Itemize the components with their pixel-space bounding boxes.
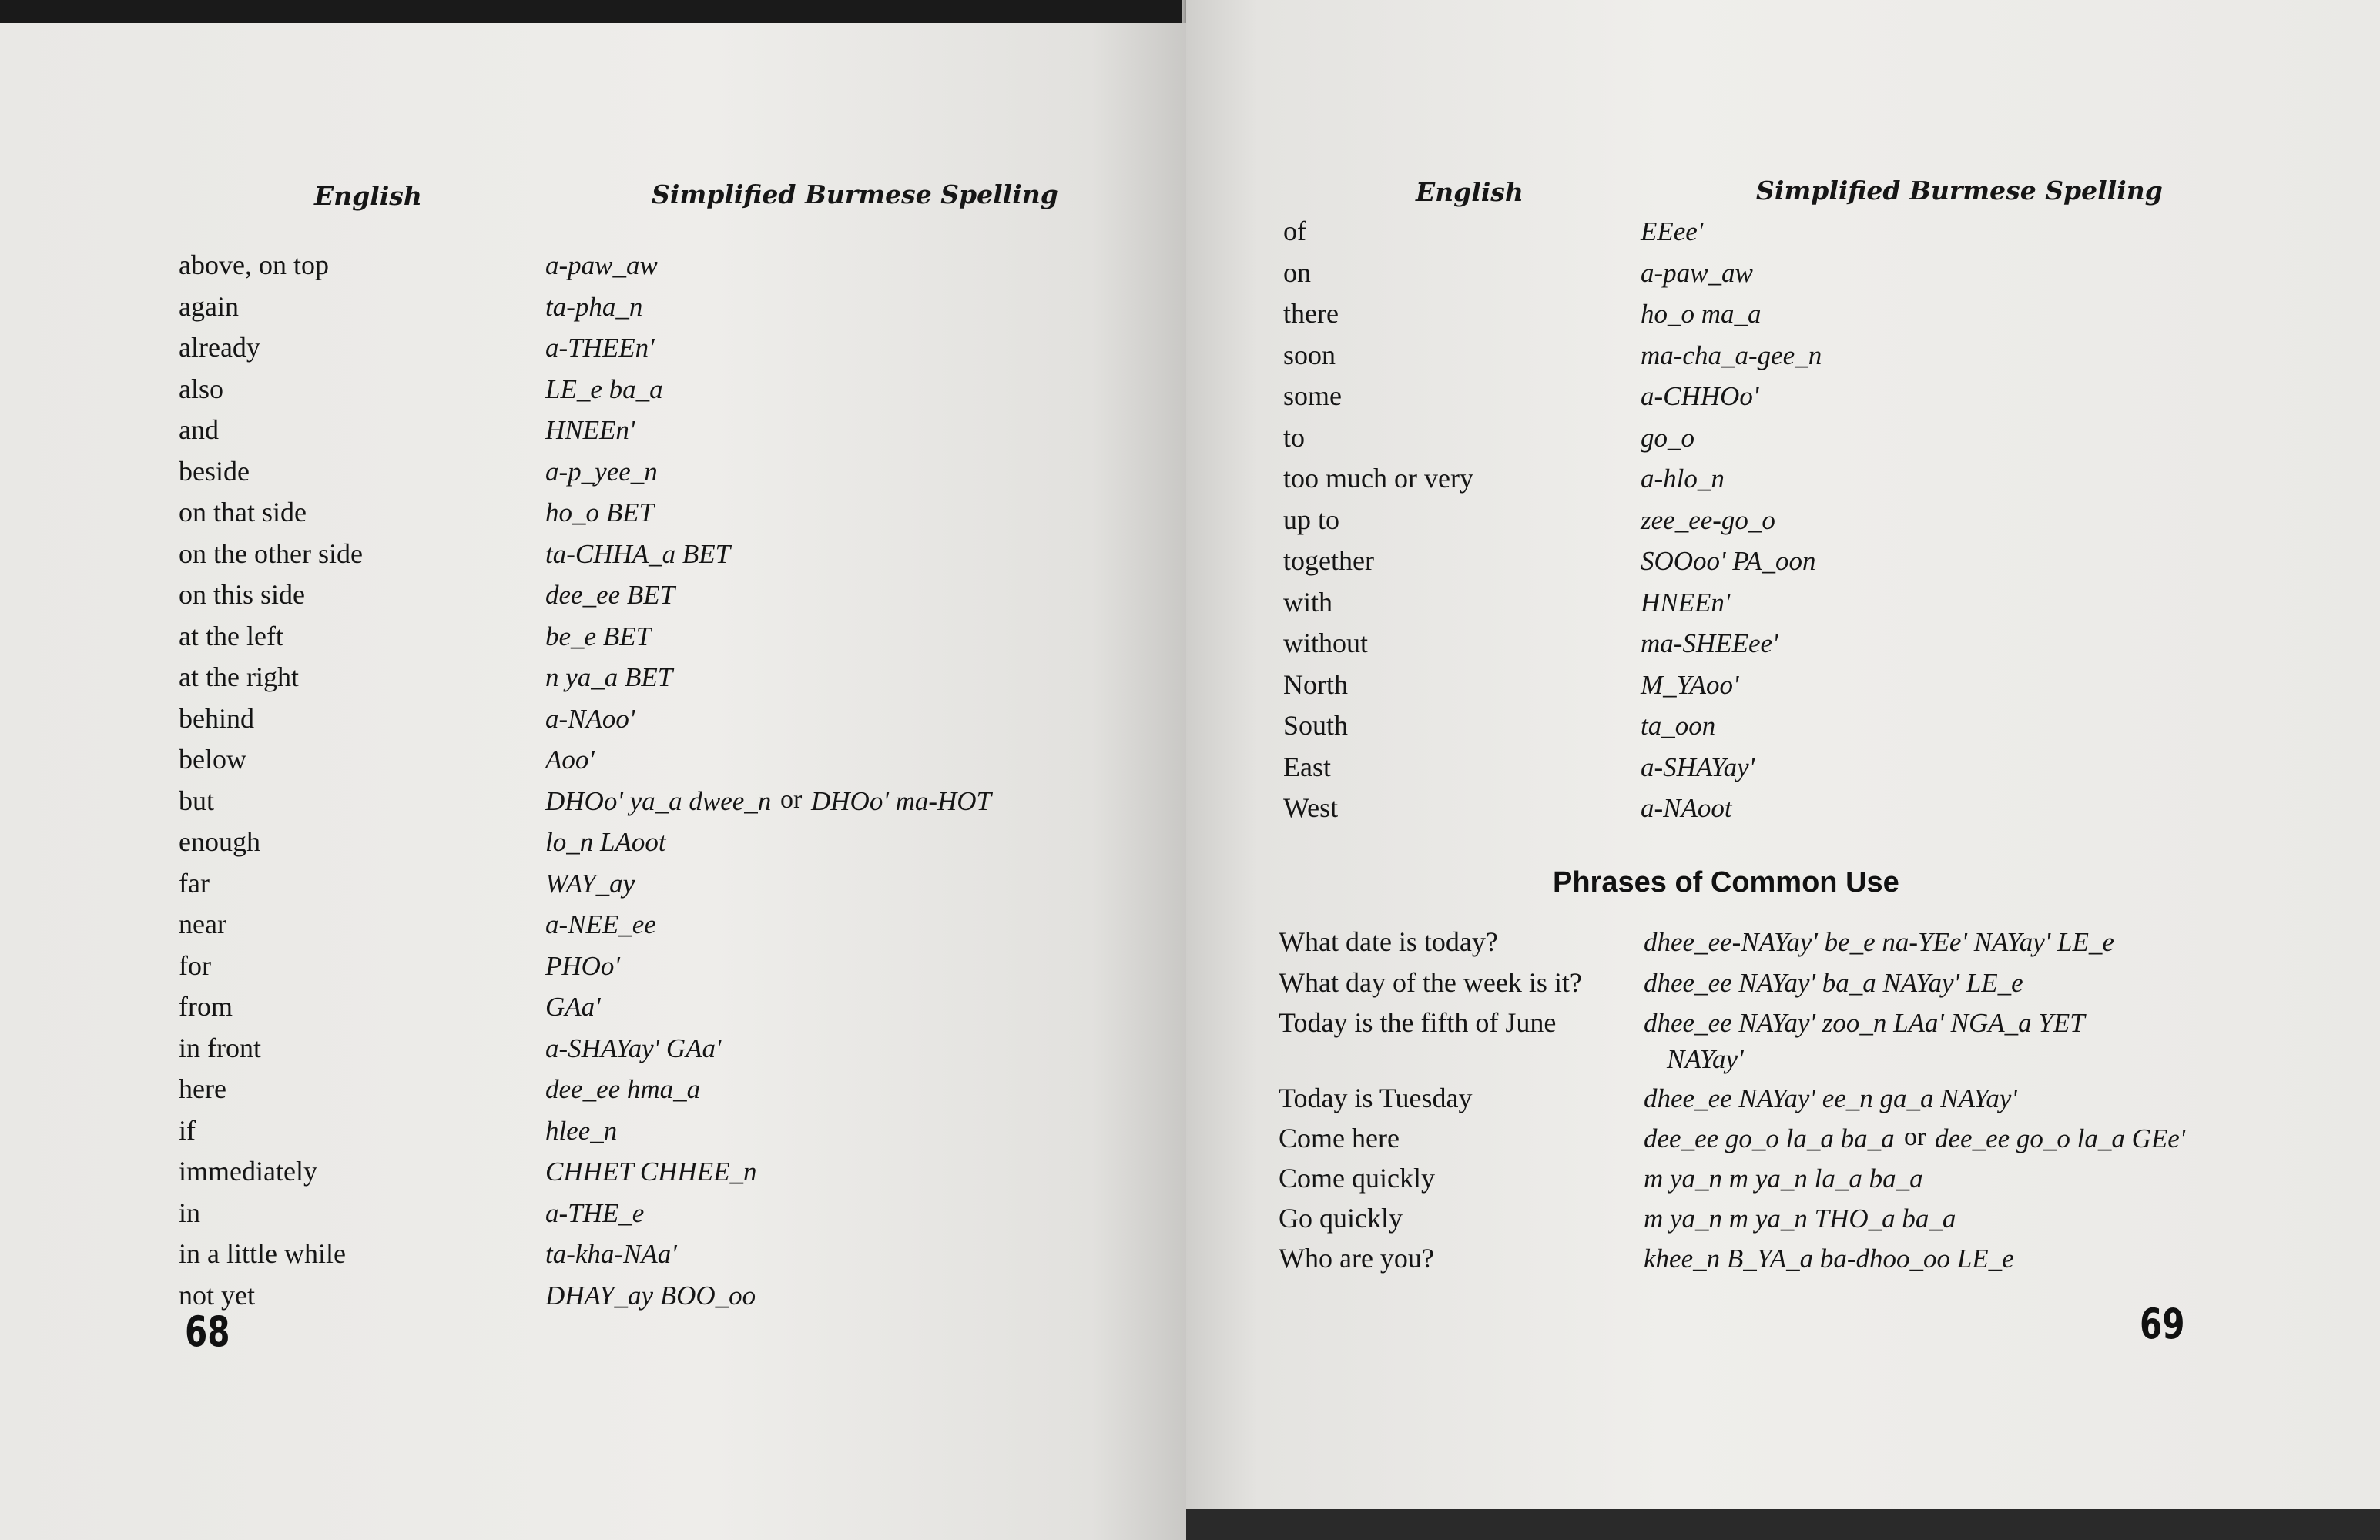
entry-english: Go quickly [1279, 1203, 1403, 1234]
entry-english: again [179, 291, 239, 322]
entry-burmese: dee_ee go_o la_a ba_a [1644, 1123, 1895, 1153]
entry-burmese: dhee_ee NAYay' ee_n ga_a NAYay' [1644, 1083, 2017, 1113]
entry-burmese-alternate: DHOo' ma-HOT [811, 786, 992, 816]
entry-english: What date is today? [1279, 926, 1498, 957]
entry-burmese: be_e BET [545, 621, 652, 651]
entry-english: soon [1283, 340, 1336, 370]
entry-english: Today is Tuesday [1279, 1083, 1473, 1113]
entry-english: at the right [179, 661, 299, 692]
entry-burmese: a-NAoo' [545, 704, 635, 734]
entry-burmese: ma-cha_a-gee_n [1641, 340, 1822, 370]
entry-english: on this side [179, 579, 306, 610]
entry-burmese: m ya_n m ya_n THO_a ba_a [1644, 1204, 1956, 1234]
entry-english: South [1283, 710, 1349, 741]
entry-burmese: khee_n B_YA_a ba-dhoo_oo LE_e [1644, 1244, 2014, 1274]
entry-english: some [1283, 380, 1342, 411]
entry-burmese: EEee' [1641, 216, 1704, 246]
entry-english: Today is the fifth of June [1279, 1007, 1557, 1038]
entry-burmese: dhee_ee-NAYay' be_e na-YEe' NAYay' LE_e [1644, 927, 2114, 957]
entry-burmese: dhee_ee NAYay' zoo_n LAa' NGA_a YET [1644, 1008, 2085, 1038]
entry-burmese: a-paw_aw [545, 250, 658, 280]
entry-burmese: a-paw_aw [1641, 258, 1753, 288]
entry-english: if [179, 1115, 196, 1146]
entry-english: on that side [179, 497, 307, 527]
entry-burmese: ta_oon [1641, 711, 1716, 741]
entry-english: Come quickly [1279, 1163, 1435, 1194]
entry-english: with [1283, 587, 1333, 618]
entry-burmese: go_o [1641, 423, 1694, 453]
entry-english: What day of the week is it? [1279, 967, 1582, 998]
entry-english: at the left [179, 621, 283, 651]
entry-burmese: LE_e ba_a [545, 374, 663, 404]
entry-english: and [179, 414, 219, 445]
entry-english: Come here [1279, 1123, 1400, 1153]
page-edge-shadow [1186, 1509, 2380, 1540]
column-header-burmese: Simplified Burmese Spelling [1756, 176, 2163, 206]
column-header-english: English [314, 181, 422, 211]
section-title: Phrases of Common Use [1553, 866, 1899, 899]
entry-burmese: HNEEn' [545, 415, 635, 445]
entry-burmese: a-CHHOo' [1641, 381, 1759, 411]
entry-burmese: ma-SHEEee' [1641, 628, 1778, 658]
entry-english: immediately [179, 1156, 317, 1187]
column-header-english: English [1416, 177, 1524, 207]
entry-english: also [179, 373, 223, 404]
entry-english: in a little while [179, 1238, 346, 1269]
entry-english: up to [1283, 504, 1340, 535]
entry-burmese: ta-pha_n [545, 292, 643, 322]
entry-burmese: DHOo' ya_a dwee_n [545, 786, 772, 816]
entry-burmese: a-NAoot [1641, 793, 1732, 823]
entry-english: there [1283, 298, 1339, 329]
entry-english: behind [179, 703, 254, 734]
entry-burmese-continued: NAYay' [1667, 1044, 1744, 1074]
entry-burmese: n ya_a BET [545, 662, 673, 692]
entry-english: from [179, 991, 233, 1022]
entry-burmese: a-SHAYay' [1641, 752, 1755, 782]
entry-burmese: ho_o ma_a [1641, 299, 1762, 329]
entry-burmese: a-THE_e [545, 1198, 645, 1228]
entry-burmese: ho_o BET [545, 497, 654, 527]
entry-burmese: dhee_ee NAYay' ba_a NAYay' LE_e [1644, 968, 2023, 998]
entry-english: together [1283, 545, 1374, 576]
entry-english: near [179, 909, 226, 939]
entry-burmese: a-p_yee_n [545, 457, 658, 487]
page-number: 69 [2140, 1300, 2185, 1348]
entry-english: North [1283, 669, 1348, 700]
entry-burmese: DHAY_ay BOO_oo [545, 1281, 756, 1311]
entry-english: too much or very [1283, 463, 1473, 494]
entry-burmese: PHOo' [545, 951, 620, 981]
left-page [0, 23, 1186, 1540]
entry-burmese: ta-CHHA_a BET [545, 539, 731, 569]
entry-burmese: WAY_ay [545, 869, 635, 899]
entry-english: on [1283, 257, 1311, 288]
entry-burmese: Aoo' [545, 745, 595, 775]
entry-burmese: m ya_n m ya_n la_a ba_a [1644, 1163, 1923, 1194]
entry-english: far [179, 868, 210, 899]
entry-english: in front [179, 1033, 261, 1063]
entry-english: but [179, 785, 215, 816]
conjunction-or: or [1904, 1123, 1926, 1151]
entry-burmese: ta-kha-NAa' [545, 1239, 677, 1269]
entry-english: without [1283, 628, 1369, 658]
entry-burmese: a-THEEn' [545, 333, 655, 363]
entry-english: East [1283, 752, 1331, 782]
entry-english: not yet [179, 1280, 255, 1311]
entry-burmese: HNEEn' [1641, 588, 1731, 618]
entry-english: on the other side [179, 538, 363, 569]
entry-english: above, on top [179, 249, 329, 280]
page-number: 68 [185, 1307, 230, 1356]
entry-burmese: a-SHAYay' GAa' [545, 1033, 722, 1063]
entry-burmese: CHHET CHHEE_n [545, 1157, 757, 1187]
entry-burmese: SOOoo' PA_oon [1641, 546, 1816, 576]
entry-english: already [179, 332, 260, 363]
entry-burmese: M_YAoo' [1641, 670, 1739, 700]
entry-burmese: zee_ee-go_o [1641, 505, 1775, 535]
column-header-burmese: Simplified Burmese Spelling [652, 179, 1058, 209]
entry-burmese: GAa' [545, 992, 601, 1022]
entry-english: Who are you? [1279, 1243, 1434, 1274]
conjunction-or: or [780, 785, 803, 814]
entry-burmese: dee_ee hma_a [545, 1074, 701, 1104]
entry-english: enough [179, 826, 260, 857]
entry-burmese: dee_ee BET [545, 580, 675, 610]
right-page [1186, 0, 2380, 1528]
entry-burmese: a-NEE_ee [545, 909, 656, 939]
entry-burmese: lo_n LAoot [545, 827, 666, 857]
entry-english: for [179, 950, 211, 981]
entry-english: West [1283, 792, 1339, 823]
entry-burmese-alternate: dee_ee go_o la_a GEe' [1935, 1123, 2186, 1153]
entry-english: below [179, 744, 246, 775]
entry-english: of [1283, 216, 1306, 246]
entry-english: in [179, 1197, 201, 1228]
entry-burmese: a-hlo_n [1641, 464, 1725, 494]
entry-burmese: hlee_n [545, 1116, 618, 1146]
entry-english: here [179, 1073, 226, 1104]
entry-english: beside [179, 456, 250, 487]
entry-english: to [1283, 422, 1306, 453]
